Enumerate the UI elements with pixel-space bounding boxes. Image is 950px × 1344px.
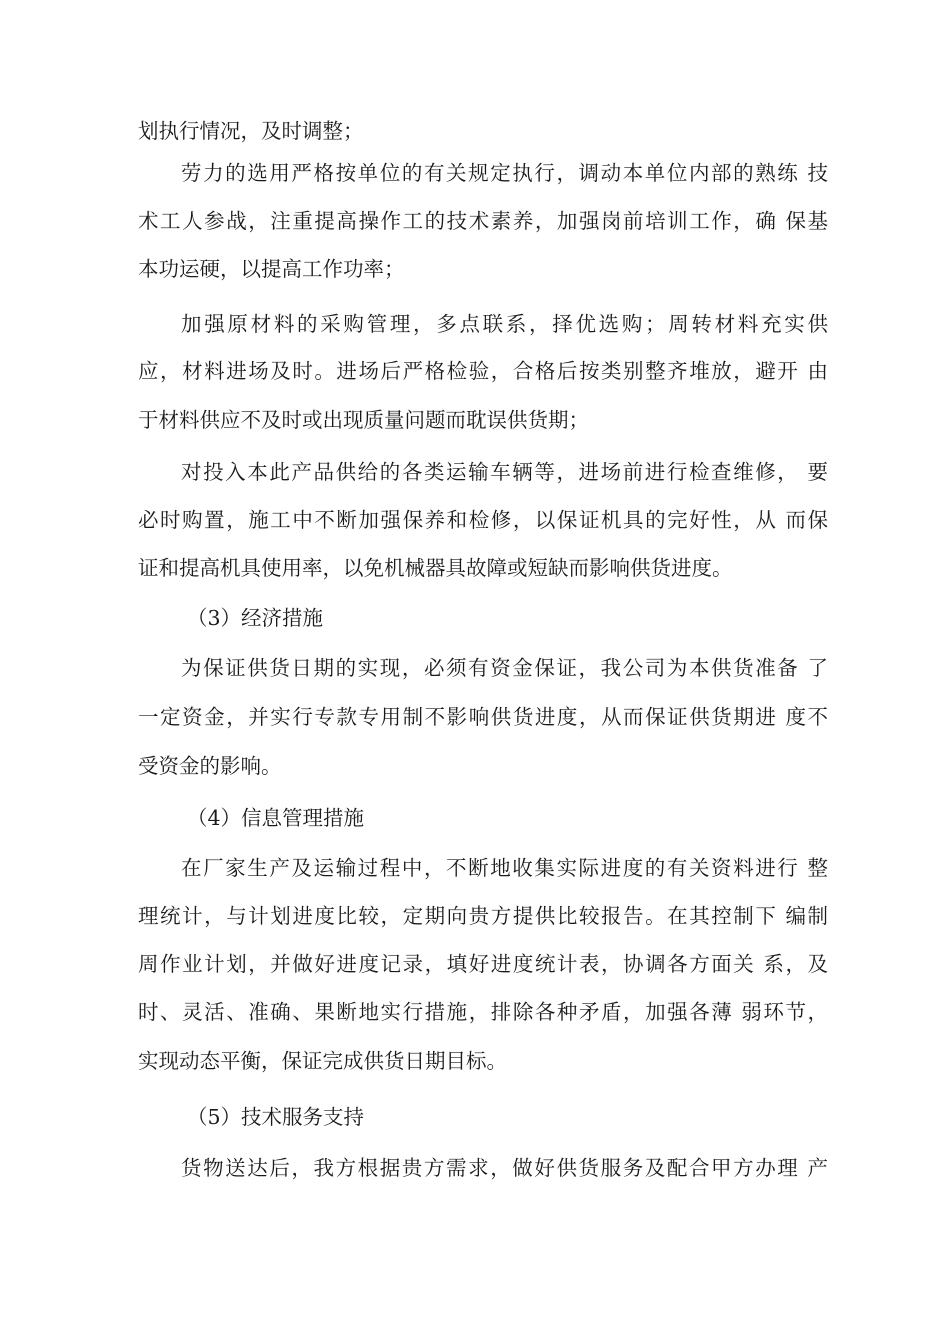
section-heading-technical: （5）技术服务支持: [187, 1105, 365, 1129]
paragraph-line: 理统计，与计划进度比较，定期向贵方提供比较报告。在其控制下 编制: [138, 904, 828, 928]
paragraph-line: 劳力的选用严格按单位的有关规定执行，调动本单位内部的熟练 技: [181, 161, 828, 185]
paragraph-line: 应，材料进场及时。进场后严格检验，合格后按类别整齐堆放，避开 由: [138, 359, 828, 383]
paragraph-line: 周作业计划，并做好进度记录，填好进度统计表，协调各方面关 系，及: [138, 952, 828, 976]
paragraph-line: 证和提高机具使用率，以免机械器具故障或短缺而影响供货进度。: [138, 556, 733, 580]
paragraph-line: 在厂家生产及运输过程中，不断地收集实际进度的有关资料进行 整: [181, 856, 828, 880]
paragraph-line: 本功运硬，以提高工作功率；: [138, 257, 405, 281]
paragraph-line: 加强原材料的采购管理，多点联系，择优选购；周转材料充实供: [181, 312, 828, 336]
section-heading-economic: （3）经济措施: [187, 606, 324, 630]
paragraph-line: 实现动态平衡，保证完成供货日期目标。: [138, 1049, 507, 1073]
paragraph-line: 必时购置，施工中不断加强保养和检修，以保证机具的完好性，从 而保: [138, 508, 828, 532]
paragraph-line: 为保证供货日期的实现，必须有资金保证，我公司为本供货准备 了: [181, 656, 828, 680]
paragraph-line: 时、灵活、准确、果断地实行措施，排除各种矛盾，加强各薄 弱环节，: [138, 1000, 828, 1024]
section-heading-information: （4）信息管理措施: [187, 806, 365, 830]
paragraph-line: 于材料供应不及时或出现质量问题而耽误供货期；: [138, 408, 589, 432]
paragraph-line: 一定资金，并实行专款专用制不影响供货进度，从而保证供货期进 度不: [138, 705, 828, 729]
paragraph-line: 对投入本此产品供给的各类运输车辆等，进场前进行检查维修， 要: [181, 460, 828, 484]
paragraph-line: 货物送达后，我方根据贵方需求，做好供货服务及配合甲方办理 产: [181, 1156, 828, 1180]
paragraph-line: 受资金的影响。: [138, 754, 282, 778]
paragraph-line: 划执行情况，及时调整；: [138, 119, 364, 143]
paragraph-line: 术工人参战，注重提高操作工的技术素养，加强岗前培训工作，确 保基: [138, 209, 828, 233]
